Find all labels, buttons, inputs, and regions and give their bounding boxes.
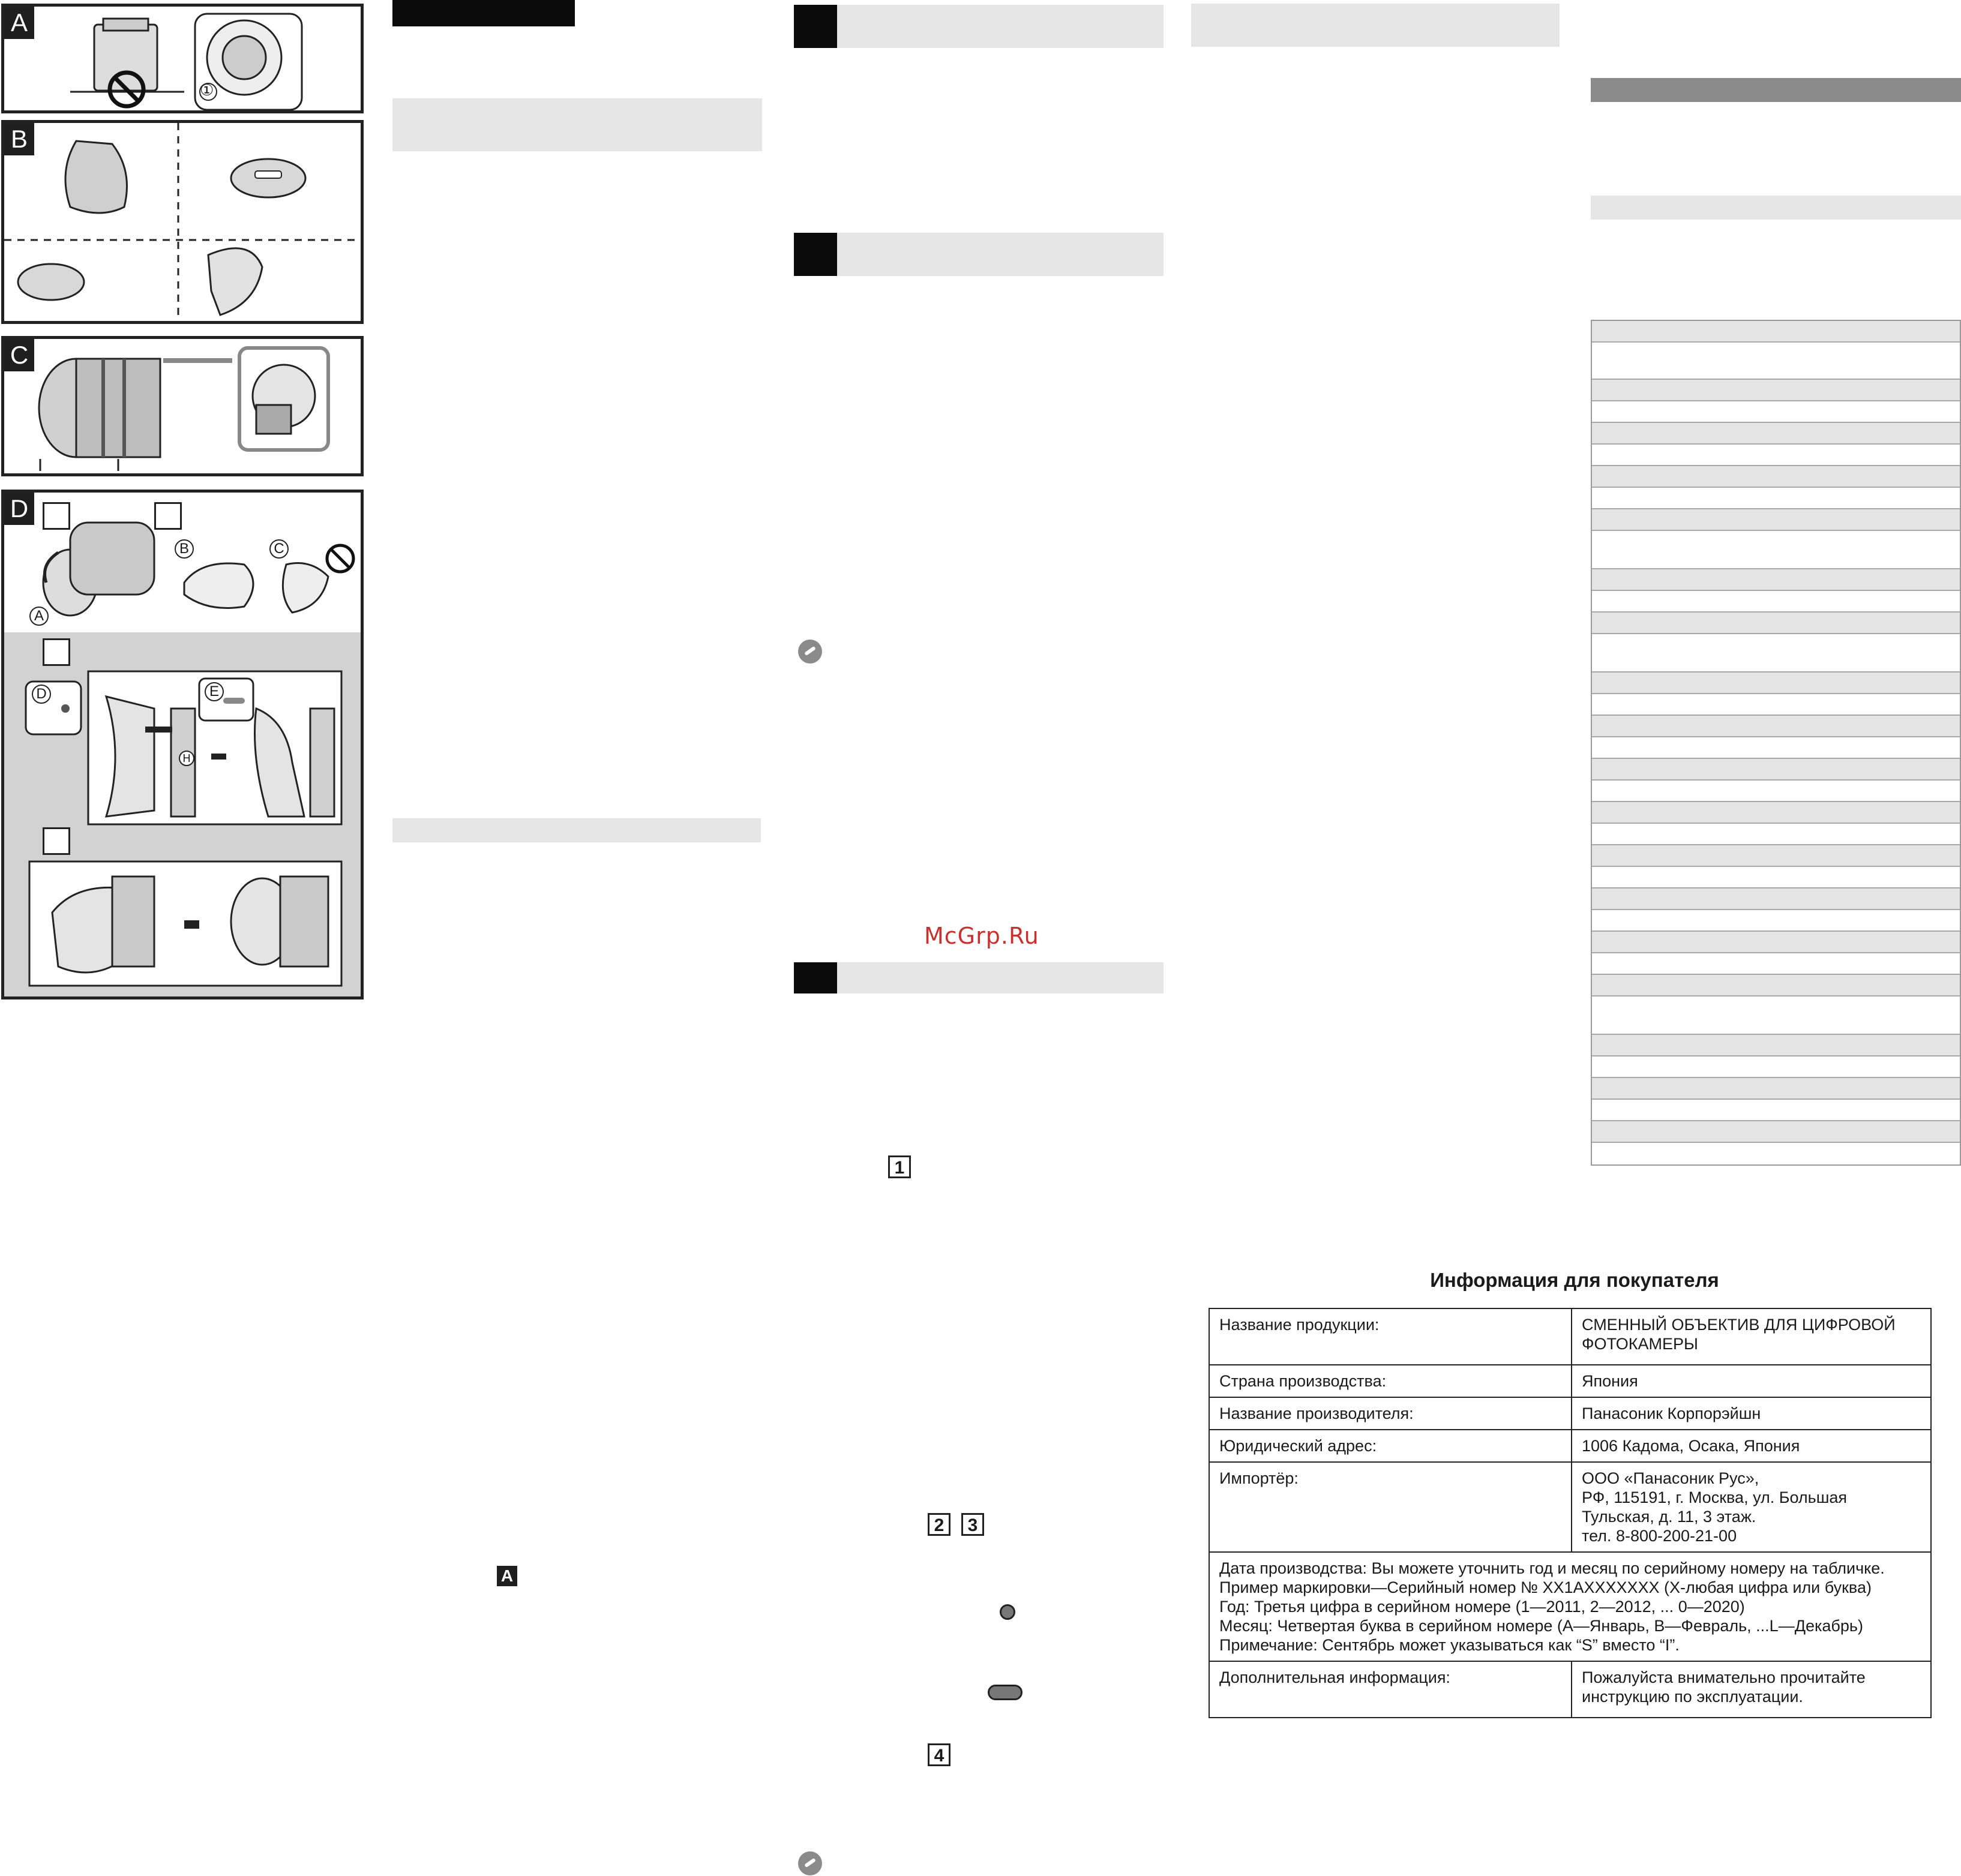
spec-row bbox=[1592, 531, 1960, 569]
importer-line: РФ, 115191, г. Москва, ул. Большая bbox=[1582, 1488, 1847, 1506]
panel-label-c: C bbox=[4, 339, 34, 371]
spec-row bbox=[1592, 401, 1960, 423]
gray-section-band bbox=[1591, 196, 1961, 220]
table-row bbox=[1209, 1661, 1931, 1718]
spec-row bbox=[1592, 634, 1960, 673]
spec-row bbox=[1592, 802, 1960, 824]
spec-row bbox=[1592, 932, 1960, 953]
spec-row bbox=[1592, 1035, 1960, 1056]
spec-row bbox=[1592, 673, 1960, 694]
importer-line: тел. 8-800-200-21-00 bbox=[1582, 1527, 1737, 1545]
info-value: Пожалуйста внимательно прочитайте инструкцию по эксплуатации. bbox=[1572, 1661, 1931, 1718]
table-row bbox=[1209, 1552, 1931, 1661]
spec-row bbox=[1592, 953, 1960, 975]
gray-section-band bbox=[1191, 4, 1560, 47]
hood-attach-illustration bbox=[4, 493, 361, 996]
oval-button-icon bbox=[988, 1685, 1023, 1700]
spec-row bbox=[1592, 321, 1960, 343]
info-value: Япония bbox=[1572, 1365, 1931, 1397]
date-line: Дата производства: Вы можете уточнить год и месяц по серийному номеру на табличке. bbox=[1219, 1559, 1885, 1577]
spec-row bbox=[1592, 781, 1960, 802]
step-number-4: 4 bbox=[928, 1743, 950, 1766]
info-value: Панасоник Корпорэйшн bbox=[1572, 1397, 1931, 1430]
figure-panel-a bbox=[1, 4, 364, 113]
callout-a: A bbox=[29, 607, 49, 626]
label-a-marker-text: A bbox=[500, 1566, 514, 1585]
table-row bbox=[1209, 1430, 1931, 1462]
spec-row bbox=[1592, 343, 1960, 380]
dark-section-band bbox=[1591, 78, 1961, 102]
figure-panel-c bbox=[1, 336, 364, 476]
black-title-bar bbox=[392, 0, 575, 26]
info-label: Юридический адрес: bbox=[1209, 1430, 1572, 1462]
section-number-box bbox=[794, 962, 837, 993]
info-label: Страна производства: bbox=[1209, 1365, 1572, 1397]
note-icon bbox=[798, 640, 822, 664]
date-line: Месяц: Четвертая буква в серийном номере (A—Январь, B—Февраль, ...L—Декабрь) bbox=[1219, 1617, 1863, 1635]
info-value-importer bbox=[1572, 1462, 1931, 1552]
callout-b: B bbox=[175, 539, 194, 559]
info-value: 1006 Кадома, Осака, Япония bbox=[1572, 1430, 1931, 1462]
spec-row bbox=[1592, 867, 1960, 889]
spec-row bbox=[1592, 737, 1960, 759]
gray-section-band bbox=[392, 98, 762, 151]
spec-row bbox=[1592, 445, 1960, 466]
panel-label-b: B bbox=[4, 123, 34, 155]
spec-row bbox=[1592, 1100, 1960, 1121]
info-label: Название продукции: bbox=[1209, 1308, 1572, 1365]
callout-h: H bbox=[179, 751, 194, 766]
spec-row bbox=[1592, 466, 1960, 488]
callout-e: E bbox=[205, 682, 224, 701]
spec-row bbox=[1592, 996, 1960, 1035]
watermark-text: McGrp.Ru bbox=[924, 923, 1039, 949]
section-number-box bbox=[794, 5, 837, 48]
spec-row bbox=[1592, 910, 1960, 932]
lens-parts-illustration bbox=[4, 339, 361, 473]
step-number-1: 1 bbox=[888, 1155, 911, 1178]
date-line: Пример маркировки—Серийный номер № XX1AXXXXXXX (X-любая цифра или буква) bbox=[1219, 1578, 1872, 1596]
spec-row bbox=[1592, 1121, 1960, 1143]
customer-info-title: Информация для покупателя bbox=[1430, 1269, 1719, 1291]
spec-row bbox=[1592, 1078, 1960, 1100]
spec-row bbox=[1592, 1143, 1960, 1164]
spec-row bbox=[1592, 509, 1960, 531]
table-row bbox=[1209, 1462, 1931, 1552]
spec-row bbox=[1592, 591, 1960, 613]
importer-line: ООО «Панасоник Рус», bbox=[1582, 1469, 1759, 1487]
info-value: СМЕННЫЙ ОБЪЕКТИВ ДЛЯ ЦИФРОВОЙ ФОТОКАМЕРЫ bbox=[1572, 1308, 1931, 1365]
customer-info-table bbox=[1209, 1308, 1932, 1718]
lens-mount-illustration bbox=[4, 7, 361, 110]
table-row bbox=[1209, 1397, 1931, 1430]
spec-row bbox=[1592, 824, 1960, 845]
spec-row bbox=[1592, 694, 1960, 716]
note-icon bbox=[798, 1851, 822, 1875]
importer-line: Тульская, д. 11, 3 этаж. bbox=[1582, 1508, 1756, 1526]
spec-row bbox=[1592, 380, 1960, 401]
info-label: Импортёр: bbox=[1209, 1462, 1572, 1552]
date-line: Примечание: Сентябрь может указываться как “S” вместо “I”. bbox=[1219, 1636, 1680, 1654]
spec-row bbox=[1592, 975, 1960, 996]
callout-c: C bbox=[269, 539, 289, 559]
callout-1: ① bbox=[200, 81, 214, 99]
table-row bbox=[1209, 1308, 1931, 1365]
spec-row bbox=[1592, 716, 1960, 737]
production-date-block bbox=[1209, 1552, 1931, 1661]
spec-row bbox=[1592, 488, 1960, 509]
spec-table bbox=[1591, 320, 1961, 1166]
accessories-illustration bbox=[4, 123, 361, 321]
spec-row bbox=[1592, 613, 1960, 634]
callout-d: D bbox=[32, 685, 51, 704]
spec-row bbox=[1592, 889, 1960, 910]
figure-panel-d bbox=[1, 490, 364, 999]
spec-row bbox=[1592, 845, 1960, 867]
spec-row bbox=[1592, 1056, 1960, 1078]
panel-label-a: A bbox=[4, 7, 34, 39]
gray-section-band bbox=[392, 818, 761, 842]
round-button-icon bbox=[1000, 1604, 1015, 1620]
figure-panel-b bbox=[1, 120, 364, 324]
step-number-3: 3 bbox=[961, 1513, 984, 1536]
info-label: Название производителя: bbox=[1209, 1397, 1572, 1430]
spec-row bbox=[1592, 759, 1960, 781]
section-number-box bbox=[794, 233, 837, 276]
spec-row bbox=[1592, 423, 1960, 445]
section-header-2 bbox=[794, 233, 1164, 276]
section-header-3 bbox=[794, 962, 1164, 993]
spec-row bbox=[1592, 569, 1960, 591]
table-row bbox=[1209, 1365, 1931, 1397]
label-a-marker bbox=[497, 1566, 517, 1586]
info-label: Дополнительная информация: bbox=[1209, 1661, 1572, 1718]
date-line: Год: Третья цифра в серийном номере (1—2011, 2—2012, ... 0—2020) bbox=[1219, 1598, 1745, 1616]
step-number-2: 2 bbox=[928, 1513, 950, 1536]
section-header-1 bbox=[794, 5, 1164, 48]
panel-label-d: D bbox=[4, 493, 34, 525]
